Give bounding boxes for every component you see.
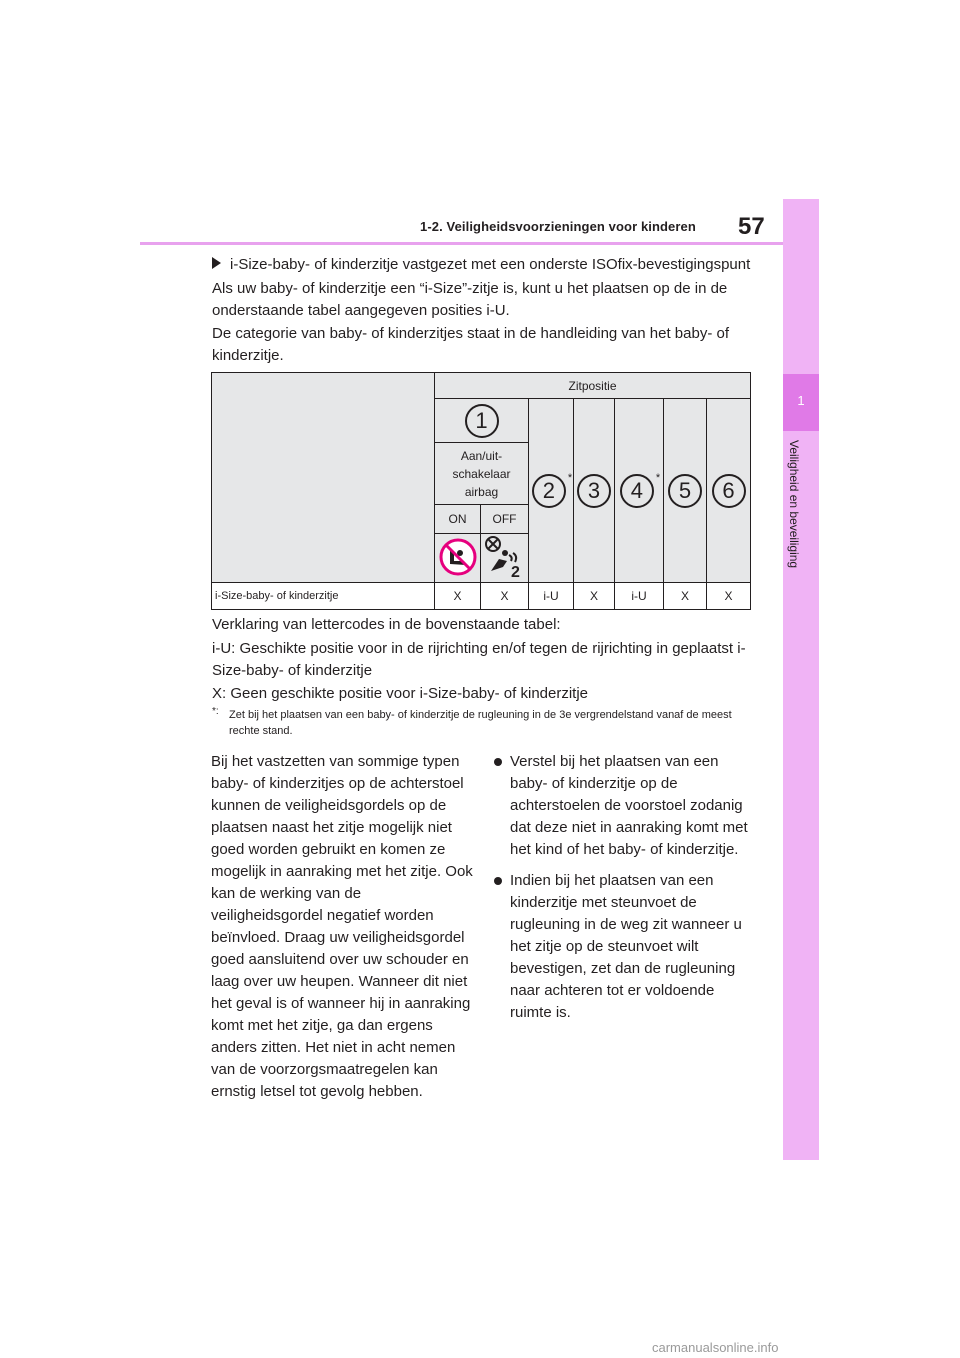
legend-x: X: Geen geschikte positie voor i-Size-baby- of kinderzitje [212, 685, 589, 702]
off-label: OFF [481, 505, 529, 534]
list-item [491, 870, 753, 1024]
footnote [212, 707, 752, 739]
seat-5-icon: 5 [668, 474, 702, 508]
footnote-text: Zet bij het plaatsen van een baby- of kinderzitje de rugleuning in de 3e vergrendelstand vanaf de meest rechte stand. [229, 709, 732, 737]
seat-4-asterisk: * [655, 471, 661, 484]
warning-paragraph: Bij het vastzetten van sommige typen baby- of kinderzitjes op de achterstoel kunnen de veiligheidsgordels op de plaatsen naast het zitje mogelijk niet goed worden gebruikt en komen ze mogelijk in aanraking met het zitje. Ook kan de werking van de veiligheidsgordel negatief worden beïnvloed. Draag uw veiligheidsgordel goed aansluitend over uw schouder en laag over uw heupen. Wanneer dit niet het geval is of wanneer hij in aanraking komt met het zitje, ga dan ergens anders zitten. Het niet in acht nemen van de voorzorgsmaatregelen kan ernstig letsel tot gevolg hebben. [211, 753, 473, 1100]
bullet-dot-icon [494, 877, 502, 885]
table-corner-cell [212, 373, 435, 583]
table-header-zitpositie: Zitpositie [435, 373, 751, 399]
seat-6-cell [707, 399, 751, 583]
row-value-5: i-U [615, 583, 664, 610]
intro-paragraph-1: Als uw baby- of kinderzitje een “i-Size”-zitje is, kunt u het plaatsen op de in de onderstaande tabel aangegeven posities i-U. [212, 280, 728, 319]
chapter-number: 1 [797, 393, 805, 408]
intro-heading-text: i-Size-baby- of kinderzitje vastgezet met een onderste ISOfix-bevestigingspunt [230, 256, 751, 273]
section-title: 1-2. Veiligheidsvoorzieningen voor kinderen [420, 219, 696, 234]
seat-2-cell [529, 399, 574, 583]
seat-4-cell [615, 399, 664, 583]
child-seat-prohibited-icon [438, 537, 478, 577]
row-value-6: X [664, 583, 707, 610]
seat-4-icon: 4 [620, 474, 654, 508]
airbag-switch-label-text: Aan/uit-schakelaar airbag [452, 448, 511, 499]
row-label: i-Size-baby- of kinderzitje [212, 583, 435, 610]
watermark: carmanualsonline.info [652, 1340, 779, 1355]
chapter-label: Veiligheid en beveiliging [787, 440, 801, 569]
passenger-airbag-off-icon-text: 2 [510, 563, 520, 579]
airbag-on-cell [435, 534, 481, 583]
page-number: 57 [738, 213, 765, 240]
seat-3-icon: 3 [577, 474, 611, 508]
warning-bullets [491, 751, 753, 1033]
passenger-airbag-off-icon [483, 535, 527, 579]
row-value-2: X [481, 583, 529, 610]
legend-title: Verklaring van lettercodes in de bovenstaande tabel: [212, 616, 561, 633]
intro-heading [212, 254, 750, 276]
row-value-3: i-U [529, 583, 574, 610]
on-label: ON [435, 505, 481, 534]
airbag-switch-label [435, 443, 529, 505]
list-item [491, 751, 753, 861]
table-row [212, 583, 751, 610]
legend-iu: i-U: Geschikte positie voor in de rijrichting en/of tegen de rijrichting in geplaatst i-Size-baby- of kinderzitje [212, 640, 746, 679]
bullet-1-text: Verstel bij het plaatsen van een baby- of kinderzitje op de achterstoelen de voorstoel zodanig dat deze niet in aanraking komt met het kind of het baby- of kinderzitje. [510, 753, 748, 858]
bullet-dot-icon [494, 758, 502, 766]
seat-1-icon: 1 [465, 404, 499, 438]
footnote-mark: *: [212, 706, 219, 717]
seat-2-icon: 2 [532, 474, 566, 508]
seat-5-cell [664, 399, 707, 583]
seat-6-icon: 6 [712, 474, 746, 508]
row-value-7: X [707, 583, 751, 610]
seat-3-cell [574, 399, 615, 583]
row-value-4: X [574, 583, 615, 610]
chapter-side-tab [783, 199, 819, 1160]
seat-1-cell [435, 399, 529, 443]
intro-paragraph-2: De categorie van baby- of kinderzitjes staat in de handleiding van het baby- of kinderzitje. [212, 325, 729, 364]
airbag-off-cell [481, 534, 529, 583]
bullet-2-text: Indien bij het plaatsen van een kinderzitje met steunvoet de rugleuning in de weg zit wanneer u het zitje op de steunvoet wilt bevestigen, zet dan de rugleuning naar achteren tot er voldoende ruimte is. [510, 872, 742, 1021]
seat-2-asterisk: * [567, 471, 573, 484]
triangle-bullet-icon [212, 257, 221, 269]
header-rule [140, 242, 783, 245]
row-value-1: X [435, 583, 481, 610]
seat-position-table [211, 372, 751, 610]
